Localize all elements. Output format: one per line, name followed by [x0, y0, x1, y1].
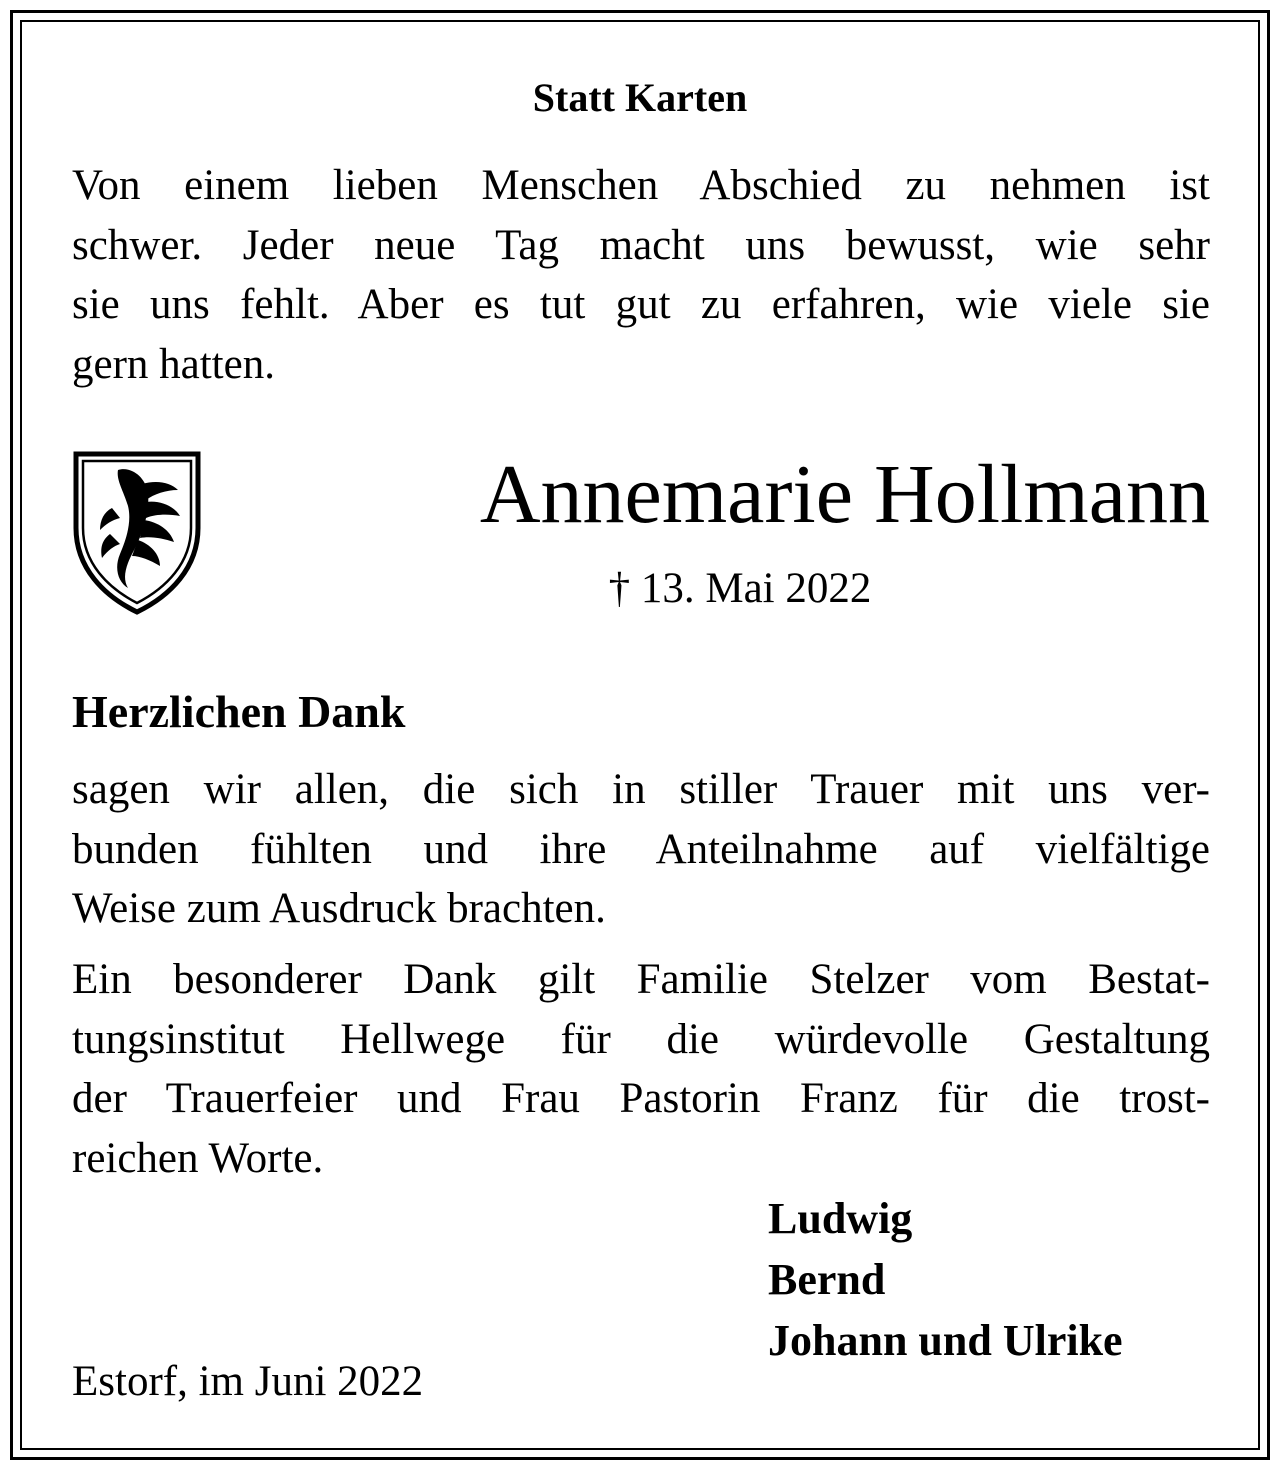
signatory-name: Ludwig: [768, 1194, 913, 1243]
thanks-title: Herzlichen Dank: [72, 686, 406, 737]
intro-paragraph: [72, 156, 1210, 394]
signatories: [768, 1188, 1123, 1371]
notice-heading: Statt Karten: [532, 75, 748, 120]
thanks-line: bunden fühlten und ihre Anteilnahme auf vielfältige: [72, 825, 1210, 873]
thanks-line: sagen wir allen, die sich in stiller Trauer mit uns ver-: [72, 766, 1210, 813]
special-thanks-line: Ein besonderer Dank gilt Familie Stelzer vom Bestat-: [72, 956, 1210, 1003]
intro-line: Von einem lieben Menschen Abschied zu nehmen ist: [72, 162, 1210, 209]
deceased-name: Annemarie Hollmann: [479, 448, 1210, 541]
intro-line: gern hatten.: [72, 340, 275, 388]
coat-of-arms-icon: [70, 450, 204, 616]
thanks-paragraph: [72, 760, 1210, 939]
special-thanks-line: tungsinstitut Hellwege für die würdevolle Gestaltung: [72, 1015, 1210, 1063]
intro-line: schwer. Jeder neue Tag macht uns bewusst, wie sehr: [72, 221, 1210, 269]
special-thanks-line: reichen Worte.: [72, 1134, 324, 1182]
death-date: † 13. Mai 2022: [608, 565, 872, 612]
place-date: Estorf, im Juni 2022: [72, 1358, 424, 1405]
signatory-name: Johann und Ulrike: [768, 1316, 1123, 1365]
special-thanks-paragraph: [72, 950, 1210, 1188]
thanks-line: Weise zum Ausdruck brachten.: [72, 885, 606, 932]
special-thanks-line: der Trauerfeier und Frau Pastorin Franz für die trost-: [72, 1075, 1210, 1122]
intro-line: sie uns fehlt. Aber es tut gut zu erfahren, wie viele sie: [72, 281, 1210, 328]
signatory-name: Bernd: [768, 1255, 886, 1304]
